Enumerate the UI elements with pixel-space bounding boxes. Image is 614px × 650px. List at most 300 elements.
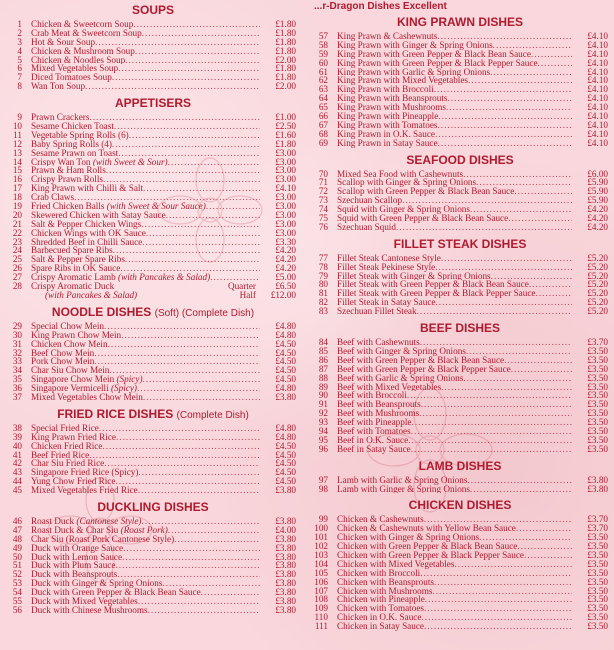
item-name-wrap	[337, 347, 466, 356]
menu-item	[306, 223, 614, 232]
item-number: 22	[12, 228, 22, 238]
item-number: 49	[12, 543, 22, 553]
menu-item	[306, 187, 614, 196]
item-number: 81	[318, 289, 328, 299]
item-name: Diced Tomatoes Soup	[31, 73, 112, 83]
item-price: £3.00	[275, 219, 296, 229]
item-name: Baby Spring Rolls (4)	[31, 139, 112, 149]
item-number: 13	[12, 148, 22, 158]
item-price: £3.50	[587, 364, 608, 374]
leader-dots	[467, 476, 572, 485]
section-subtitle: (Soft) (Complete Dish)	[154, 307, 255, 319]
item-name-wrap	[337, 103, 446, 112]
item-price: £4.20	[587, 222, 608, 232]
item-price: £3.50	[587, 355, 608, 365]
section-title	[0, 406, 306, 422]
item-price: £1.60	[275, 130, 296, 140]
item-price: £4.10	[587, 138, 608, 148]
item-name-wrap	[31, 442, 102, 451]
item-price: £3.50	[587, 418, 608, 427]
leader-dots	[125, 255, 260, 264]
item-number: 101	[314, 533, 328, 543]
item-name: Skewered Chicken with Satay Sauce	[31, 210, 166, 220]
leader-dots	[438, 121, 573, 130]
item-price: £4.10	[587, 58, 608, 68]
menu-item	[0, 561, 306, 570]
section-title-text: SOUPS	[131, 3, 174, 17]
item-number: 77	[318, 253, 328, 263]
leader-dots	[89, 113, 260, 122]
item-name-wrap	[337, 187, 514, 196]
item-price: £3.80	[275, 579, 296, 589]
item-name-wrap	[337, 298, 436, 307]
item-name: Beef with Green Pepper & Black Pepper Sauce	[337, 364, 511, 374]
item-price: £3.00	[275, 148, 296, 158]
item-price: £5.90	[587, 196, 608, 206]
item-price: £4.10	[587, 40, 608, 50]
item-number: 43	[12, 468, 22, 478]
menu-item	[0, 273, 306, 282]
menu-item	[0, 597, 306, 606]
item-name: Beef with Mushrooms	[337, 409, 420, 419]
leader-dots	[402, 196, 572, 205]
menu-item	[306, 272, 614, 281]
item-name-wrap	[31, 322, 104, 331]
item-name: Fillet Steak in Satay Sauce	[337, 298, 436, 308]
item-name-wrap	[31, 357, 94, 366]
leader-dots	[74, 193, 260, 202]
item-name: Fillet Steak Pekinese Style	[337, 262, 436, 272]
section-title	[306, 152, 614, 168]
leader-dots	[115, 477, 260, 486]
menu-item	[0, 158, 306, 167]
item-name-wrap	[337, 542, 517, 551]
menu-item	[306, 289, 614, 298]
menu-item	[306, 578, 614, 587]
item-price: £1.80	[275, 28, 296, 38]
menu-item	[306, 560, 614, 569]
item-number: 50	[12, 552, 22, 562]
item-number: 86	[318, 355, 328, 365]
item-name-wrap	[31, 202, 206, 211]
item-name-wrap	[31, 553, 122, 562]
item-name-wrap	[337, 280, 529, 289]
item-name: Lamb with Ginger & Spring Onions	[337, 484, 470, 494]
item-name: King Prawn with Tomatoes	[337, 120, 438, 130]
leader-dots	[436, 298, 573, 307]
leader-dots	[109, 366, 260, 375]
item-number: 106	[314, 577, 328, 587]
menu-item	[0, 184, 306, 193]
item-note: (Cantonese Style)	[76, 516, 142, 526]
section-title	[0, 2, 306, 18]
item-number: 104	[314, 559, 328, 569]
item-number: 17	[12, 184, 22, 194]
item-name-wrap	[337, 613, 421, 622]
menu-item	[0, 331, 306, 340]
item-number: 20	[12, 210, 22, 220]
item-name-wrap	[337, 76, 468, 85]
leader-dots	[104, 322, 260, 331]
item-name-wrap	[337, 121, 438, 130]
menu-item	[306, 595, 614, 604]
menu-right-column	[306, 0, 614, 631]
leader-dots	[113, 246, 260, 255]
item-name-wrap	[337, 524, 516, 533]
leader-dots	[125, 56, 260, 65]
item-number: 55	[12, 596, 22, 606]
menu-item	[0, 229, 306, 238]
menu-item	[306, 298, 614, 307]
leader-dots	[141, 517, 260, 526]
item-name: King Prawn Chow Mein	[31, 330, 122, 340]
item-name: Fillet Steak with Green Pepper & Black Bean Sauce	[337, 280, 529, 290]
menu-item	[0, 322, 306, 331]
item-number: 1	[17, 20, 22, 29]
item-name-wrap	[337, 622, 424, 631]
item-name: Crispy Aromatic Duck	[31, 282, 115, 291]
item-name-wrap	[337, 560, 454, 569]
item-number: 33	[12, 357, 22, 367]
item-name-wrap	[337, 139, 438, 148]
menu-item	[0, 202, 306, 211]
item-number: 67	[318, 120, 328, 130]
item-name: Beef in O.K. Sauce	[337, 435, 409, 445]
item-name-wrap	[31, 535, 174, 544]
item-price: £4.80	[275, 384, 296, 393]
item-price: £4.50	[275, 441, 296, 451]
item-price: £3.80	[275, 570, 296, 580]
item-name-wrap	[31, 570, 117, 579]
menu-item	[306, 112, 614, 121]
item-name-wrap	[31, 64, 118, 73]
item-number: 76	[318, 222, 328, 232]
item-name: Scallop with Ginger & Spring Onions	[337, 178, 477, 188]
item-number: 38	[12, 423, 22, 433]
item-name: King Prawn with Chilli & Salt	[31, 184, 144, 194]
item-price: £5.00	[275, 273, 296, 283]
leader-dots	[115, 561, 260, 570]
item-name: Sesame Prawn on Toast	[31, 148, 119, 158]
leader-dots	[112, 140, 260, 149]
menu-item	[0, 64, 306, 73]
item-name: Duck with Green Pepper & Black Bean Sauce	[31, 588, 201, 597]
item-name: Special Fried Rice	[31, 423, 99, 433]
item-number: 84	[318, 338, 328, 347]
item-price: £5.20	[587, 280, 608, 290]
item-name: Chicken Fried Rice	[31, 441, 103, 451]
menu-item	[306, 524, 614, 533]
item-name-wrap	[337, 427, 411, 436]
menu-item	[0, 375, 306, 384]
leader-dots	[421, 613, 572, 622]
menu-item	[0, 255, 306, 264]
item-name: Beef Fried Rice	[31, 450, 90, 460]
item-name-wrap	[31, 433, 116, 442]
item-price: £3.50	[587, 426, 608, 436]
item-price: £3.50	[587, 435, 608, 445]
item-number: 29	[12, 321, 22, 331]
item-price: £3.50	[587, 613, 608, 623]
item-name-wrap	[337, 263, 435, 272]
item-number: 110	[314, 613, 328, 623]
leader-dots	[117, 570, 260, 579]
leader-dots	[201, 588, 260, 597]
item-name-wrap	[31, 56, 125, 65]
item-name: Singapore Vermicelli	[31, 384, 109, 393]
item-name: Chicken with Green Pepper & Black Pepper Sauce	[337, 550, 525, 560]
item-name-wrap	[337, 85, 434, 94]
item-price: £3.50	[587, 550, 608, 560]
item-number: 35	[12, 375, 22, 385]
item-name-wrap	[337, 112, 438, 121]
item-name: Beef with Broccoli	[337, 391, 407, 401]
leader-dots	[536, 289, 572, 298]
item-name-wrap	[31, 149, 118, 158]
menu-item	[306, 338, 614, 347]
item-number: 21	[12, 219, 22, 229]
item-number: 28	[12, 282, 22, 291]
item-price: £3.80	[275, 543, 296, 553]
item-name-wrap	[337, 418, 412, 427]
leader-dots	[441, 254, 572, 263]
menu-item	[0, 20, 306, 29]
menu-item	[0, 82, 306, 91]
menu-section	[0, 304, 306, 402]
leader-dots	[529, 280, 572, 289]
menu-item	[306, 374, 614, 383]
menu-item	[306, 356, 614, 365]
item-name: Chicken with Green Pepper & Black Bean Sauce	[337, 542, 518, 551]
leader-dots	[104, 459, 260, 468]
item-price: £3.80	[275, 392, 296, 402]
menu-item	[0, 149, 306, 158]
item-name-wrap	[31, 229, 146, 238]
item-price: £3.80	[275, 534, 296, 544]
item-name: Chicken with Tomatoes	[337, 604, 424, 614]
leader-dots	[419, 409, 572, 418]
menu-item	[306, 214, 614, 223]
item-name-wrap	[31, 184, 143, 193]
menu-item	[0, 451, 306, 460]
item-number: 105	[314, 568, 328, 578]
menu-item	[0, 47, 306, 56]
menu-item	[306, 196, 614, 205]
menu-item	[0, 526, 306, 535]
item-price: £3.50	[587, 577, 608, 587]
item-name-wrap	[31, 331, 121, 340]
menu-item	[306, 41, 614, 50]
item-name: Beef Chow Mein	[31, 348, 95, 358]
item-price: £4.50	[275, 366, 296, 376]
item-name: Char Siu Fried Rice	[31, 459, 105, 469]
item-price: £3.80	[275, 588, 296, 597]
leader-dots	[142, 238, 260, 247]
item-number: 93	[318, 418, 328, 427]
item-price: £4.10	[587, 94, 608, 104]
item-name: Scallop with Green Pepper & Black Bean Sauce	[337, 187, 515, 197]
menu-item	[0, 238, 306, 247]
item-number: 45	[12, 486, 22, 495]
item-name: Chicken & Sweetcorn Soup	[31, 20, 134, 29]
menu-item	[0, 246, 306, 255]
item-price: £3.00	[275, 202, 296, 211]
section-title-text: LAMB DISHES	[418, 458, 502, 473]
item-name-wrap	[337, 196, 402, 205]
item-price: £3.80	[275, 605, 296, 615]
item-price: £5.20	[587, 307, 608, 317]
item-price: £4.50	[275, 357, 296, 367]
item-name-wrap	[31, 82, 85, 91]
item-name: Wan Ton Soup	[31, 82, 86, 92]
item-note: (with Pancakes & Salad)	[118, 273, 211, 283]
item-price: £3.00	[275, 193, 296, 203]
item-price: £3.70	[587, 515, 608, 525]
item-price: £5.20	[587, 298, 608, 308]
item-name: Singapore Fried Rice (Spicy)	[31, 468, 139, 478]
leader-dots	[438, 112, 572, 121]
item-price: £1.80	[275, 73, 296, 83]
item-price: £4.10	[587, 112, 608, 121]
item-price: £3.80	[587, 475, 608, 485]
menu-item	[0, 349, 306, 358]
item-name-wrap	[31, 526, 168, 535]
menu-item	[306, 587, 614, 596]
item-name-wrap	[337, 272, 491, 281]
item-name-wrap	[337, 391, 407, 400]
item-name-wrap	[337, 578, 434, 587]
leader-dots	[514, 187, 572, 196]
item-price: £2.50	[275, 122, 296, 131]
item-name-wrap	[31, 424, 99, 433]
leader-dots	[538, 59, 572, 68]
leader-dots	[138, 597, 260, 606]
menu-item	[306, 476, 614, 485]
menu-item	[0, 517, 306, 526]
item-name-wrap	[31, 131, 129, 140]
item-name-wrap	[31, 597, 138, 606]
item-name-wrap	[31, 606, 148, 615]
item-name: Chicken & Cashewnuts with Yellow Bean Sauce	[337, 524, 516, 534]
item-name-wrap	[337, 374, 463, 383]
menu-item	[0, 393, 306, 402]
item-number: 96	[318, 444, 328, 454]
menu-item	[306, 365, 614, 374]
leader-dots	[511, 365, 572, 374]
item-name: Crab Claws	[31, 193, 75, 203]
item-number: 24	[12, 246, 22, 256]
item-number: 99	[318, 515, 328, 525]
item-name: Fillet Steak with Ginger & Spring Onions	[337, 271, 491, 281]
menu-section	[0, 499, 306, 615]
item-price: £4.10	[275, 184, 296, 194]
item-number: 91	[318, 400, 328, 410]
leader-dots	[138, 468, 260, 477]
leader-dots	[121, 331, 260, 340]
item-number: 30	[12, 330, 22, 340]
item-price: £3.80	[587, 484, 608, 494]
item-number: 65	[318, 103, 328, 113]
item-number: 90	[318, 391, 328, 401]
leader-dots	[517, 542, 572, 551]
leader-dots	[524, 551, 572, 560]
item-price: £3.50	[587, 346, 608, 356]
leader-dots	[490, 68, 572, 77]
leader-dots	[148, 606, 260, 615]
item-number: 79	[318, 271, 328, 281]
item-name-wrap	[337, 400, 421, 409]
item-name: Lamb with Garlic & Spring Onions	[337, 475, 468, 485]
item-number: 46	[12, 516, 22, 526]
item-price: £3.70	[587, 524, 608, 534]
item-name: Duck with Mixed Vegetables	[31, 596, 138, 606]
item-name: Chicken Chow Mein	[31, 339, 108, 349]
menu-item	[306, 68, 614, 77]
item-price: £6.50	[275, 282, 296, 291]
item-name: Squid with Green Pepper & Black Bean Sauce	[337, 214, 509, 223]
item-name-wrap	[337, 476, 467, 485]
item-name-wrap	[31, 20, 133, 29]
menu-item	[0, 340, 306, 349]
item-name: Roast Duck & Char Siu	[31, 525, 119, 535]
item-number: 31	[12, 339, 22, 349]
item-number: 87	[318, 364, 328, 374]
menu-item	[306, 59, 614, 68]
menu-item	[306, 391, 614, 400]
leader-dots	[466, 347, 572, 356]
item-name-wrap	[31, 158, 168, 167]
leader-dots	[479, 533, 572, 542]
menu-item	[306, 533, 614, 542]
section-title	[306, 14, 614, 30]
item-name-wrap	[31, 588, 201, 597]
item-name: Duck with Beansprouts	[31, 570, 118, 580]
item-name: King Prawn with Mixed Vegetables	[337, 76, 468, 86]
item-name-wrap	[31, 291, 137, 300]
section-title-text: FILLET STEAK DISHES	[393, 236, 527, 251]
menu-item	[306, 280, 614, 289]
item-name: King Prawn with Pineapple	[337, 112, 439, 121]
item-price: £3.50	[587, 400, 608, 410]
menu-item	[306, 622, 614, 631]
item-name-wrap	[337, 515, 424, 524]
item-name: Szechuan Fillet Steak	[337, 307, 417, 317]
item-name: King Prawn in Satay Sauce	[337, 138, 438, 148]
leader-dots	[210, 273, 260, 282]
item-name: Mixed Sea Food with Cashewnuts	[337, 169, 464, 179]
item-number: 12	[12, 139, 22, 149]
item-price: £3.80	[275, 552, 296, 562]
leader-dots	[425, 595, 572, 604]
item-name: Char Siu (Roast Pork Cantonese Style)	[31, 534, 175, 544]
item-number: 25	[12, 255, 22, 265]
item-name: Roast Duck	[31, 516, 75, 526]
menu-item	[306, 400, 614, 409]
item-price: £4.10	[587, 120, 608, 130]
item-price: £4.80	[275, 432, 296, 442]
item-number: 66	[318, 112, 328, 121]
menu-item	[306, 94, 614, 103]
item-name-wrap	[337, 50, 531, 59]
item-name-wrap	[337, 595, 425, 604]
item-number: 61	[318, 67, 328, 77]
item-name: Beef with Green Pepper & Black Bean Sauce	[337, 355, 505, 365]
item-name-wrap	[337, 533, 479, 542]
item-name-wrap	[31, 579, 162, 588]
item-number: 68	[318, 129, 328, 139]
leader-dots	[99, 424, 260, 433]
item-price: £5.90	[587, 178, 608, 188]
